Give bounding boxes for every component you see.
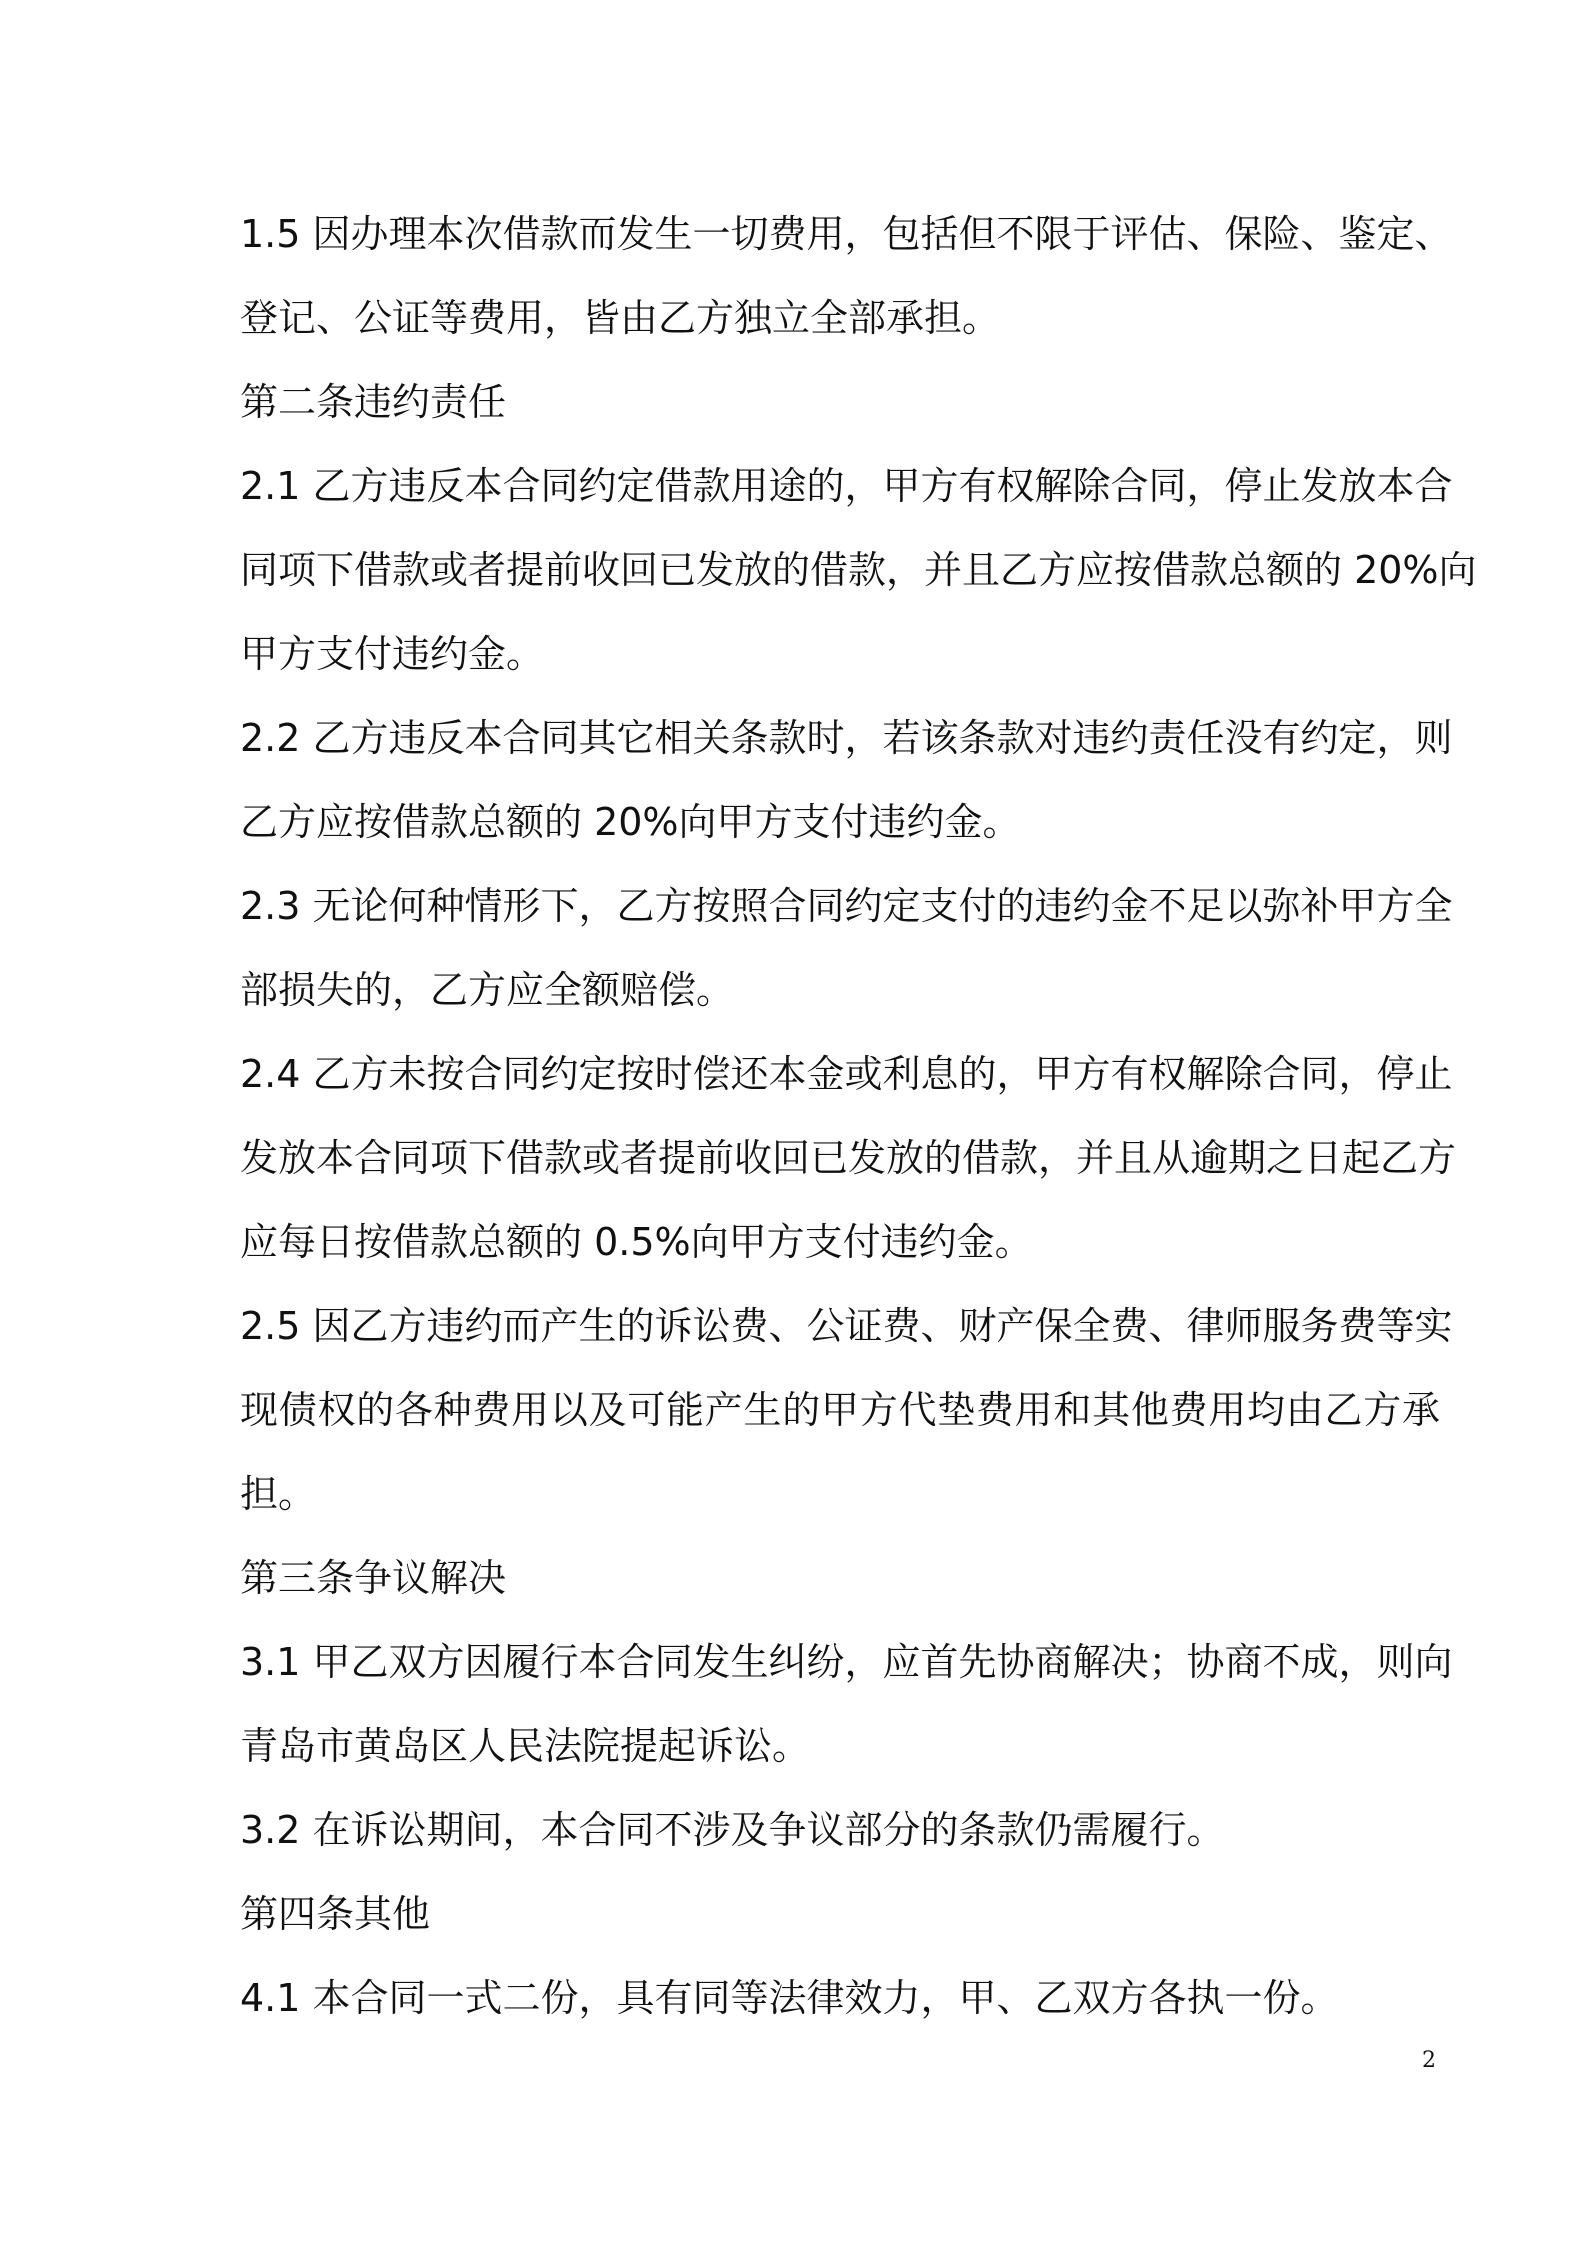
text-line: 2.1 乙方违反本合同约定借款用途的，甲方有权解除合同，停止发放本合: [240, 464, 1453, 508]
text-line: 2.5 因乙方违约而产生的诉讼费、公证费、财产保全费、律师服务费等实: [240, 1304, 1453, 1348]
text-line: 部损失的，乙方应全额赔偿。: [240, 968, 735, 1012]
text-line: 2.3 无论何种情形下，乙方按照合同约定支付的违约金不足以弥补甲方全: [240, 884, 1453, 928]
text-line: 2.4 乙方未按合同约定按时偿还本金或利息的，甲方有权解除合同，停止: [240, 1052, 1453, 1096]
clause-1-5: [240, 192, 1453, 360]
document-body: [240, 192, 1477, 2040]
clause-2-5: [240, 1284, 1453, 1536]
text-line: 发放本合同项下借款或者提前收回已发放的借款，并且从逾期之日起乙方: [240, 1136, 1457, 1180]
text-line: 应每日按借款总额的 0.5%向甲方支付违约金。: [240, 1220, 1033, 1264]
clause-3-2: [240, 1788, 1440, 1872]
article-heading: 第四条其他: [240, 1892, 431, 1936]
clause-2-3: [240, 864, 1453, 1032]
text-line: 青岛市黄岛区人民法院提起诉讼。: [240, 1724, 811, 1768]
clause-2-4: [240, 1032, 1457, 1284]
clause-2-1: [240, 444, 1477, 696]
text-line: 4.1 本合同一式二份，具有同等法律效力，甲、乙双方各执一份。: [240, 1976, 1339, 2020]
article-heading: 第三条争议解决: [240, 1556, 507, 1600]
article-4-heading: [240, 1872, 1440, 1956]
text-line: 登记、公证等费用，皆由乙方独立全部承担。: [240, 296, 1001, 340]
clause-2-2: [240, 696, 1453, 864]
text-line: 现债权的各种费用以及可能产生的甲方代垫费用和其他费用均由乙方承: [240, 1388, 1440, 1432]
article-3-heading: [240, 1536, 1440, 1620]
article-2-heading: [240, 360, 1440, 444]
text-line: 同项下借款或者提前收回已发放的借款，并且乙方应按借款总额的 20%向: [240, 548, 1477, 592]
page-number: 2: [1422, 2048, 1436, 2073]
text-line: 1.5 因办理本次借款而发生一切费用，包括但不限于评估、保险、鉴定、: [240, 212, 1453, 256]
text-line: 乙方应按借款总额的 20%向甲方支付违约金。: [240, 800, 1021, 844]
text-line: 担。: [240, 1472, 317, 1516]
text-line: 3.1 甲乙双方因履行本合同发生纠纷，应首先协商解决；协商不成，则向: [240, 1640, 1453, 1684]
text-line: 甲方支付违约金。: [240, 632, 545, 676]
article-heading: 第二条违约责任: [240, 380, 507, 424]
clause-4-1: [240, 1956, 1440, 2040]
clause-3-1: [240, 1620, 1453, 1788]
text-line: 2.2 乙方违反本合同其它相关条款时，若该条款对违约责任没有约定，则: [240, 716, 1453, 760]
text-line: 3.2 在诉讼期间，本合同不涉及争议部分的条款仍需履行。: [240, 1808, 1225, 1852]
